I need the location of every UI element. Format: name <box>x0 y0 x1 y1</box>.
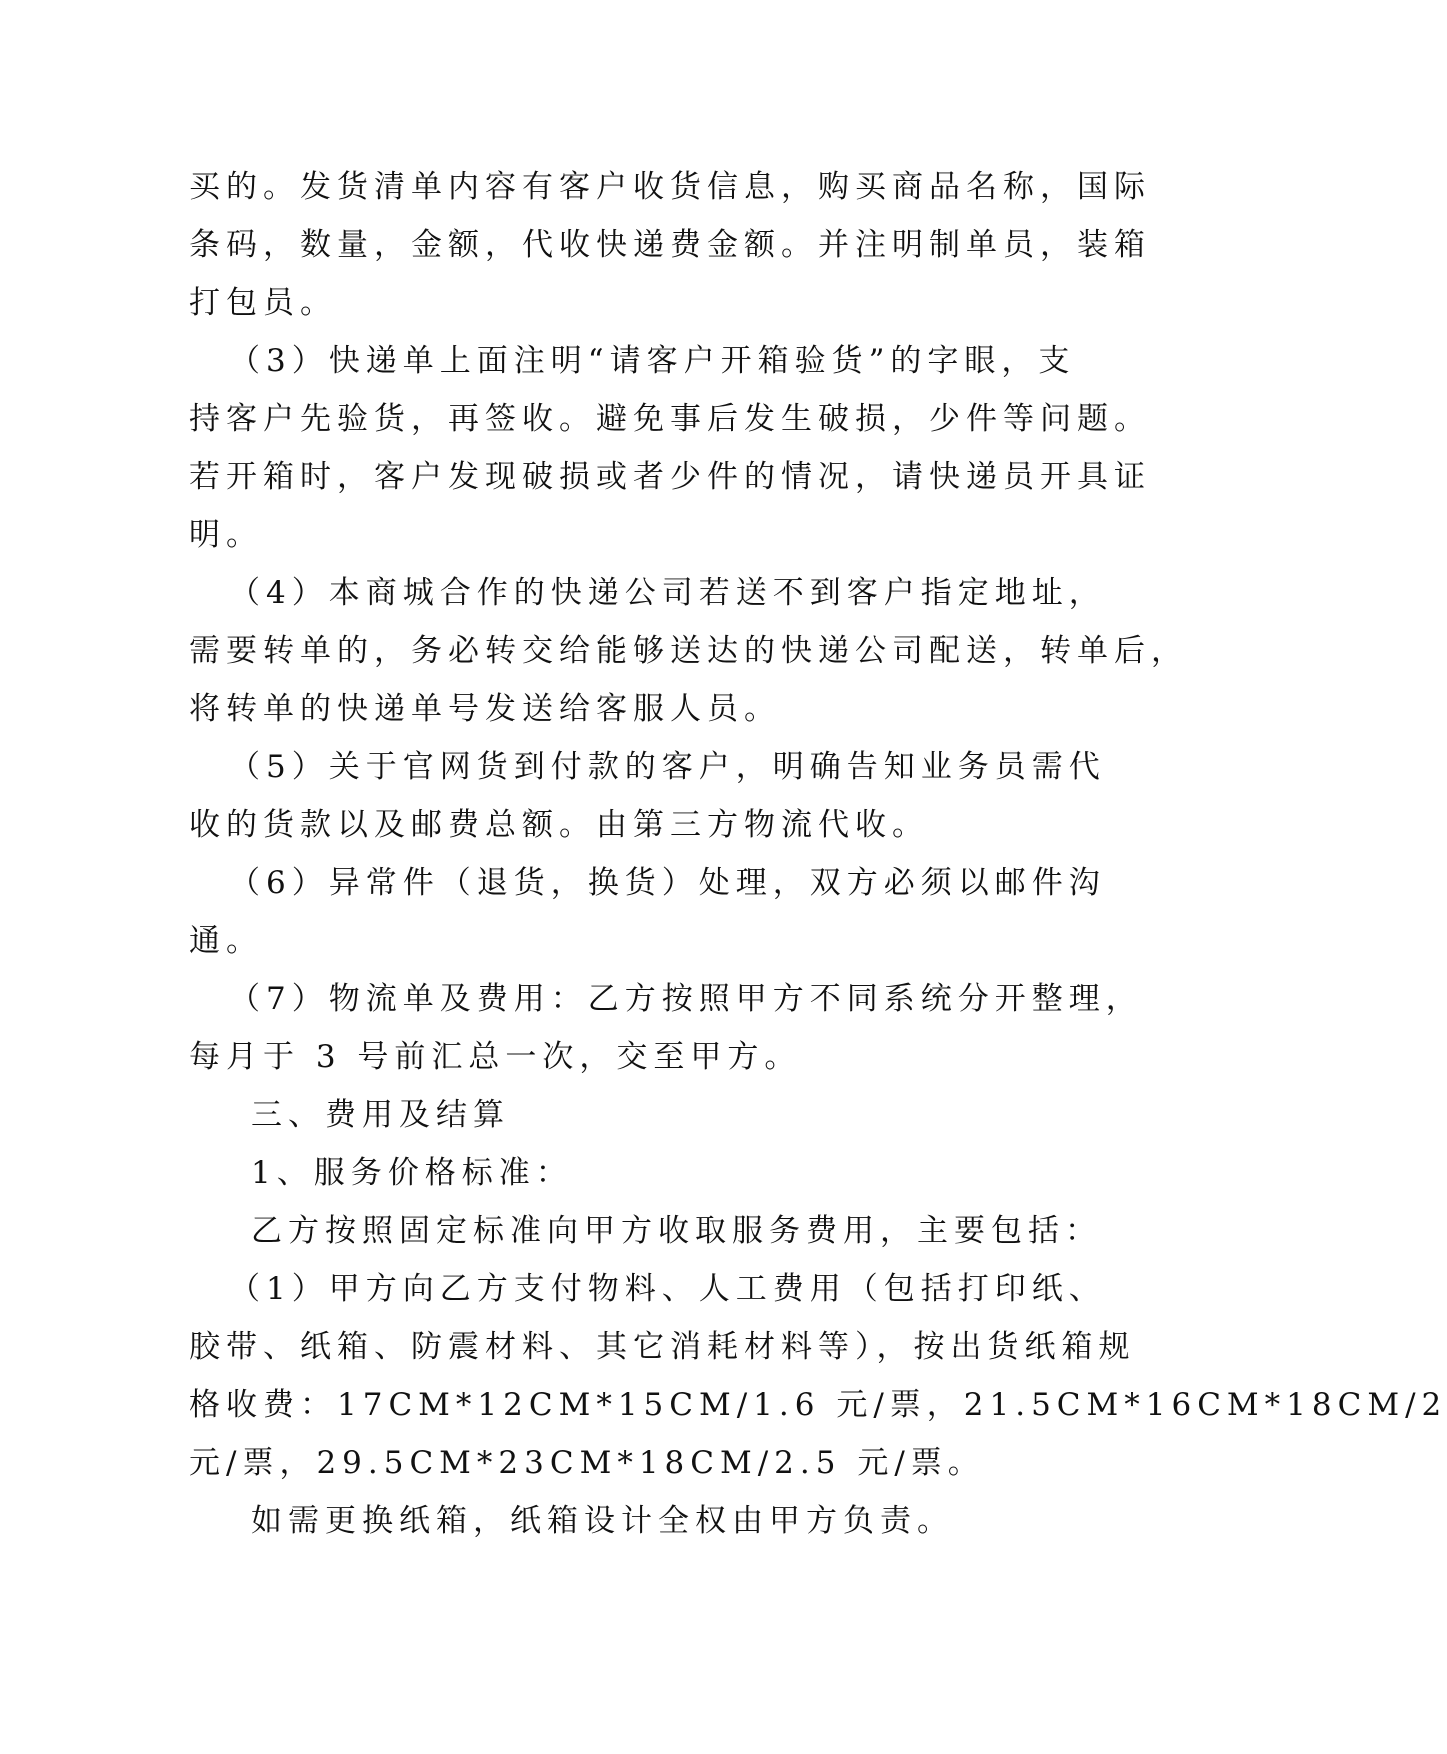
text-line: 明。 <box>189 517 263 553</box>
text-line: （6）异常件（退货，换货）处理，双方必须以邮件沟 <box>229 865 1106 901</box>
text-line: 将转单的快递单号发送给客服人员。 <box>189 691 781 727</box>
text-line: 胶带、纸箱、防震材料、其它消耗材料等），按出货纸箱规 <box>189 1329 1136 1365</box>
text-line: 元/票，29.5CM*23CM*18CM/2.5 元/票。 <box>189 1445 985 1481</box>
text-line: 买的。发货清单内容有客户收货信息，购买商品名称，国际 <box>189 169 1151 205</box>
text-line: （5）关于官网货到付款的客户，明确告知业务员需代 <box>229 749 1106 785</box>
text-line: 乙方按照固定标准向甲方收取服务费用，主要包括： <box>251 1213 1102 1249</box>
text-line: 如需更换纸箱，纸箱设计全权由甲方负责。 <box>251 1503 954 1539</box>
text-line: 持客户先验货，再签收。避免事后发生破损，少件等问题。 <box>189 401 1151 437</box>
text-line: （3）快递单上面注明“请客户开箱验货”的字眼，支 <box>229 343 1076 379</box>
text-line: 条码，数量，金额，代收快递费金额。并注明制单员，装箱 <box>189 227 1151 263</box>
section-heading: 三、费用及结算 <box>251 1097 510 1133</box>
text-line: 若开箱时，客户发现破损或者少件的情况，请快递员开具证 <box>189 459 1151 495</box>
text-line: 每月于 3 号前汇总一次，交至甲方。 <box>189 1039 802 1075</box>
document-body <box>189 158 1447 1550</box>
text-line: （1）甲方向乙方支付物料、人工费用（包括打印纸、 <box>229 1271 1106 1307</box>
text-line: 收的货款以及邮费总额。由第三方物流代收。 <box>189 807 929 843</box>
text-line: 打包员。 <box>189 285 337 321</box>
text-line: （7）物流单及费用：乙方按照甲方不同系统分开整理， <box>229 981 1143 1017</box>
text-line: 通。 <box>189 923 263 959</box>
text-line: （4）本商城合作的快递公司若送不到客户指定地址， <box>229 575 1106 611</box>
text-line: 需要转单的，务必转交给能够送达的快递公司配送，转单后， <box>189 633 1188 669</box>
text-line: 格收费：17CM*12CM*15CM/1.6 元/票，21.5CM*16CM*18CM/2 <box>189 1387 1447 1423</box>
subsection-heading: 1、服务价格标准： <box>251 1155 573 1191</box>
